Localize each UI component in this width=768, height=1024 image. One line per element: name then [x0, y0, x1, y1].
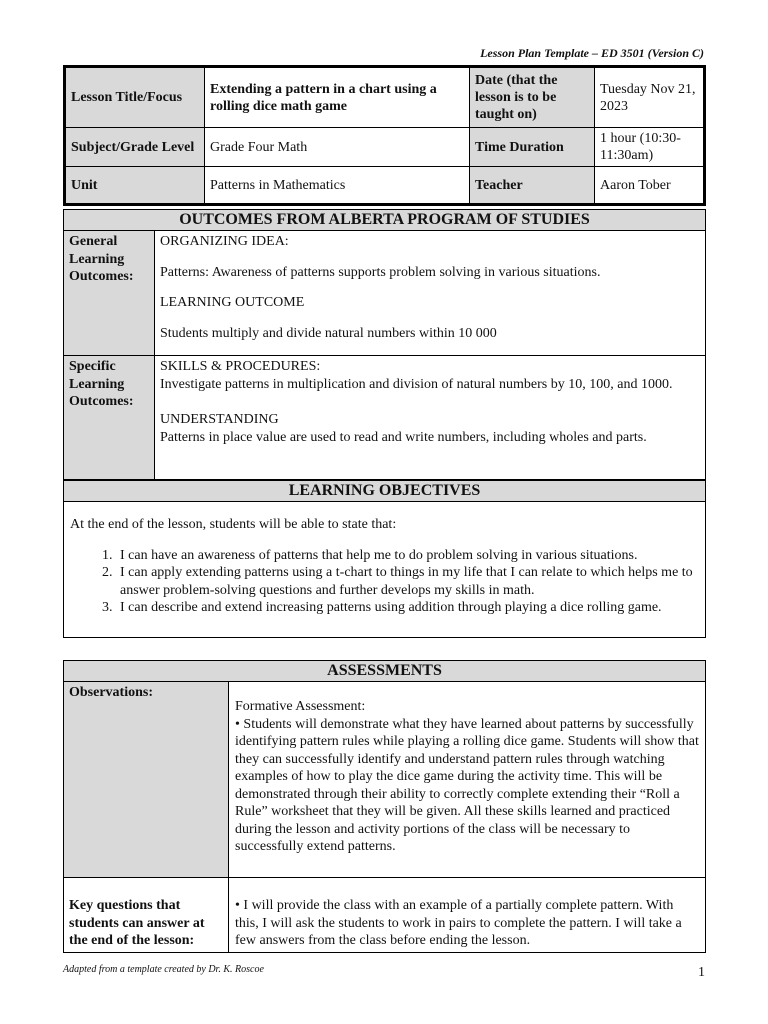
unit-label: Unit [65, 167, 205, 205]
general-line: Patterns: Awareness of patterns supports problem solving in various situations. [160, 264, 601, 280]
observations-body [229, 682, 706, 878]
general-line: LEARNING OUTCOME [160, 295, 305, 310]
general-outcomes-body [155, 231, 706, 356]
lesson-title-value: Extending a pattern in a chart using a rolling dice math game [205, 67, 470, 128]
observations-label: Observations: [64, 682, 229, 878]
duration-value: 1 hour (10:30-11:30am) [595, 128, 705, 167]
objectives-body [64, 502, 706, 638]
specific-line: SKILLS & PROCEDURES: [160, 359, 321, 374]
outcomes-section [63, 209, 706, 480]
key-questions-text: • I will provide the class with an example of a partially complete pattern. With this, I will ask the students to work in pairs to complete the pattern. I will take a few answers from the class before ending the lesson. [229, 878, 706, 953]
specific-outcomes-body [155, 356, 706, 480]
duration-label: Time Duration [470, 128, 595, 167]
general-line: Students multiply and divide natural numbers within 10 000 [160, 325, 497, 341]
page-number: 1 [698, 965, 705, 980]
general-outcomes-label: General Learning Outcomes: [64, 231, 155, 356]
objectives-list [70, 547, 699, 617]
objective-item: 1. I can have an awareness of patterns that help me to do problem solving in various situations. [116, 547, 699, 565]
unit-value: Patterns in Mathematics [205, 167, 470, 205]
assessments-section [63, 660, 706, 953]
outcomes-heading: OUTCOMES FROM ALBERTA PROGRAM OF STUDIES [64, 210, 706, 231]
subject-value: Grade Four Math [205, 128, 470, 167]
key-questions-label: Key questions that students can answer at the end of the lesson: [64, 878, 229, 953]
general-line: ORGANIZING IDEA: [160, 234, 289, 249]
specific-line: UNDERSTANDING [160, 412, 279, 427]
objectives-heading: LEARNING OBJECTIVES [64, 481, 706, 502]
date-label: Date (that the lesson is to be taught on) [470, 67, 595, 128]
assessments-heading: ASSESSMENTS [64, 661, 706, 682]
lesson-info-table [63, 65, 706, 206]
objective-item: 3. I can describe and extend increasing patterns using addition through playing a dice rolling game. [116, 599, 699, 617]
observations-text: • Students will demonstrate what they have learned about patterns by successfully identifying pattern rules while playing a rolling dice game. Students will show that they can successfully identify and understand pattern rules through watching examples of how to play the dice game during the activity time. This will be demonstrated through their ability to correctly complete extending their “Roll a Rule” worksheet that they will be given. All these skills learned and practiced during the lesson and activity portions of the class will be necessary to successfully extend patterns. [235, 716, 699, 854]
objectives-section [63, 480, 706, 638]
footer-note: Adapted from a template created by Dr. K. Roscoe [63, 964, 264, 975]
specific-line: Investigate patterns in multiplication and division of natural numbers by 10, 100, and 1000. [160, 376, 673, 392]
lesson-title-label: Lesson Title/Focus [65, 67, 205, 128]
objective-item: 2. I can apply extending patterns using a t-chart to things in my life that I can relate to which helps me to answer problem-solving questions and further develops my skills in math. [116, 564, 699, 599]
objectives-intro: At the end of the lesson, students will be able to state that: [70, 517, 397, 532]
specific-line: Patterns in place value are used to read and write numbers, including wholes and parts. [160, 429, 647, 445]
date-value: Tuesday Nov 21, 2023 [595, 67, 705, 128]
teacher-label: Teacher [470, 167, 595, 205]
specific-outcomes-label: Specific Learning Outcomes: [64, 356, 155, 480]
document-header-tag: Lesson Plan Template – ED 3501 (Version C) [480, 46, 704, 60]
teacher-value: Aaron Tober [595, 167, 705, 205]
observations-title: Formative Assessment: [235, 699, 366, 714]
subject-label: Subject/Grade Level [65, 128, 205, 167]
